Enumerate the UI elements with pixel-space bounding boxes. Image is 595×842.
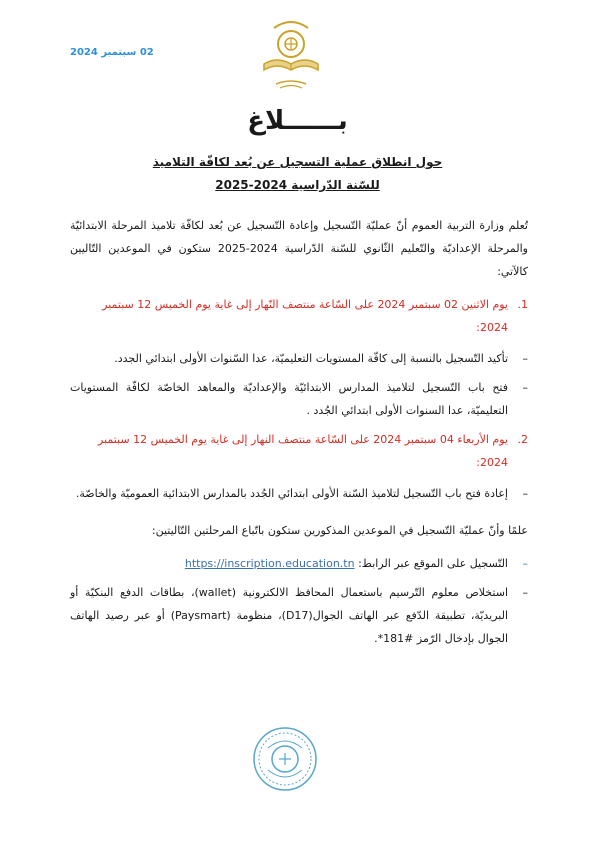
period-2-number: 2. [517,433,528,446]
dash-bullet: – [522,381,528,394]
period-1-item-2 [70,376,528,422]
step-2-text: استخلاص معلوم التّرسيم باستعمال المحافظ الالكترونية (wallet)، بطاقات الدفع البنكيّة أو البريديّة، تطبيقة الدّفع عبر الهاتف الجوال(D17)، منظومة (Paysmart) أو عبر رصيد الهاتف الجوال بإدخال الرّمز #181*. [70,586,508,645]
dash-bullet: – [522,586,528,599]
period-1-item-1 [70,347,528,370]
step-1-text [70,552,508,575]
ministry-emblem-logo [252,6,330,92]
period-2-item-1 [70,482,528,505]
period-1-item-1-text: تأكيد التّسجيل بالنسبة إلى كافّة المستويات التعليميّة، عدا السّنوات الأولى ابتدائي الجدد. [114,352,508,365]
announcement-body [70,214,528,656]
school-year-subtitle: للسّنة الدّراسية 2024-2025 [215,178,380,192]
document-date: 02 سبتمبر 2024 [70,47,154,58]
announcement-title: بــــــلاغ [247,106,348,136]
intro-paragraph: تُعلم وزارة التربية العموم أنّ عمليّة التّسجيل وإعادة التّسجيل عن بُعد لكافّة تلاميذ المرحلة الابتدائيّة والمرحلة الإعداديّة والتّعليم الثّانوي للسّنة الدّراسية 2024-2025 ستكون في الموعدين التّاليين كالآتي: [70,219,528,278]
ministry-stamp [252,726,318,792]
step-1-label: التّسجيل على الموقع عبر الرابط: [358,557,508,570]
period-2-text: يوم الأربعاء 04 سبتمبر 2024 على السّاعة منتصف النهار إلى غاية يوم الخميس 12 سبتمبر 2024: [97,433,508,469]
dash-bullet: – [522,487,528,500]
announcement-subtitle: حول انطلاق عملية التسجيل عن بُعد لكافّة التلاميذ [152,155,443,169]
period-2-item-1-text: إعادة فتح باب التّسجيل لتلاميذ السّنة الأولى ابتدائي الجُدد بالمدارس الابتدائية العموميّة والخاصّة. [75,487,508,500]
step-2 [70,581,528,650]
dash-bullet: – [522,557,528,570]
registration-link[interactable]: https://inscription.education.tn [184,557,355,570]
step-1 [70,552,528,575]
dash-bullet: – [522,352,528,365]
period-2-heading [70,428,528,474]
note-paragraph: علمًا وأنّ عمليّة التّسجيل في الموعدين المذكورين ستكون باتّباع المرحلتين التّاليتين: [151,524,528,537]
period-1-heading [70,293,528,339]
period-1-item-2-text: فتح باب التّسجيل لتلاميذ المدارس الابتدائيّة والإعداديّة والمعاهد الخاصّة لكافّة المستويات التعليميّة، عدا السنوات الأولى ابتدائي الجُدد . [70,381,508,417]
period-1-text: يوم الاثنين 02 سبتمبر 2024 على السّاعة منتصف النّهار إلى غاية يوم الخميس 12 سبتمبر 2024: [102,298,508,334]
period-1-number: 1. [517,298,528,311]
